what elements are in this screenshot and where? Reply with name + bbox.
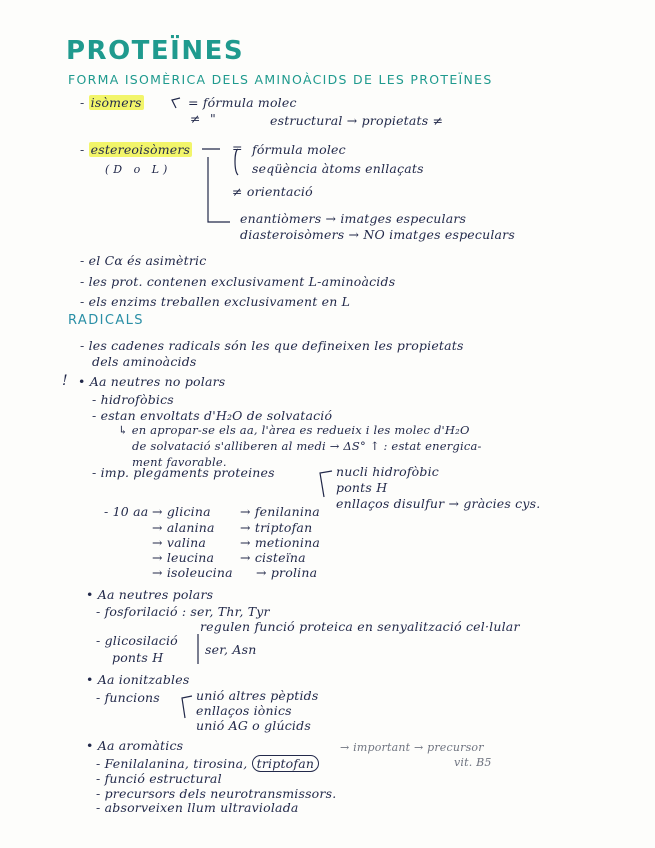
page-title: PROTEÏNES	[66, 36, 245, 66]
aa-right-4: → cisteïna	[240, 550, 306, 565]
isomers-equal: = fórmula molec	[188, 95, 297, 110]
stereo-line1: fórmula molec	[252, 142, 346, 157]
aa-right-1: → fenilanina	[240, 504, 320, 519]
apolar-l1: - hidrofòbics	[92, 392, 174, 407]
polar-l3: - glicosilació	[96, 633, 178, 648]
side-mark: !	[62, 373, 68, 389]
apolar-b3: enllaços disulfur → gràcies cys.	[336, 496, 541, 511]
apolar-heading: • Aa neutres no polars	[78, 374, 226, 389]
isomers-label: isòmers	[90, 95, 142, 110]
fact-2: - les prot. contenen exclusivament L-aminoàcids	[80, 274, 396, 289]
aa-left-5: → isoleucina	[152, 565, 233, 580]
aromatic-l1	[96, 756, 319, 771]
page-subtitle: FORMA ISOMÈRICA DELS AMINOÀCIDS DE LES PROTEÏNES	[68, 72, 493, 87]
stereo-dl: (D o L)	[105, 163, 172, 176]
fact-1: - el Cα és asimètric	[80, 253, 207, 268]
isomers-brace-icon	[168, 96, 182, 110]
ionic-lead: - funcions	[96, 690, 160, 705]
ionic-b3: unió AG o glúcids	[196, 718, 311, 733]
apolar-l4: de solvatació s'alliberen al medi → ΔS° ↑ : estat energica-	[132, 439, 482, 453]
stereo-line5: diasteroisòmers → NO imatges especulars	[240, 227, 515, 242]
bullet: -	[80, 95, 85, 110]
isomers-neq-sign: ≠	[190, 111, 201, 126]
stereo-line	[80, 142, 192, 157]
apolar-brace-icon	[314, 467, 334, 501]
apolar-b2: ponts H	[336, 480, 388, 495]
aa-left-1: → glicina	[152, 504, 211, 519]
isomers-ditto: "	[210, 111, 216, 126]
radicals-heading: RADICALS	[68, 313, 144, 328]
aa-left-2: → alanina	[152, 520, 215, 535]
aromatic-l2: - funció estructural	[96, 771, 222, 786]
aa-right-3: → metionina	[240, 535, 320, 550]
aa-right-2: → triptofan	[240, 520, 313, 535]
polar-l4: ponts H	[112, 650, 164, 665]
apolar-l2: - estan envoltats d'H₂O de solvatació	[92, 408, 333, 423]
ionic-brace-icon	[176, 692, 194, 722]
polar-l2: regulen funció proteica en senyalització cel·lular	[200, 619, 520, 634]
aa-left-3: → valina	[152, 535, 207, 550]
aa-lead: - 10 aa	[104, 504, 149, 519]
aa-right-5: → prolina	[256, 565, 318, 580]
aromatic-l3: - precursors dels neurotransmissors.	[96, 786, 337, 801]
bullet: -	[80, 142, 85, 157]
polar-bracket-icon	[196, 632, 202, 666]
radicals-intro-2: dels aminoàcids	[92, 354, 197, 369]
ionic-b2: enllaços iònics	[196, 703, 292, 718]
apolar-l5: ment favorable.	[132, 455, 227, 469]
isomers-line	[80, 95, 144, 110]
stereo-line3: ≠ orientació	[232, 184, 313, 199]
stereo-line2: seqüència àtoms enllaçats	[252, 161, 424, 176]
apolar-l3: ↳ en apropar-se els aa, l'àrea es redueix i les molec d'H₂O	[118, 423, 470, 437]
aromatic-note-1: → important → precursor	[340, 741, 484, 754]
apolar-l6: - imp. plegaments proteines	[92, 465, 275, 480]
ionic-b1: unió altres pèptids	[196, 688, 319, 703]
aromatic-l1a: - Fenilalanina, tirosina,	[96, 756, 248, 771]
polar-heading: • Aa neutres polars	[86, 587, 214, 602]
aa-left-4: → leucina	[152, 550, 215, 565]
apolar-b1: nucli hidrofòbic	[336, 464, 439, 479]
aromatic-heading: • Aa aromàtics	[86, 738, 184, 753]
polar-l1: - fosforilació : ser, Thr, Tyr	[96, 604, 270, 619]
stereo-equal: =	[232, 140, 243, 155]
ionic-heading: • Aa ionitzables	[86, 672, 190, 687]
aromatic-l4: - absorveixen llum ultraviolada	[96, 800, 299, 815]
aromatic-l1b: triptofan	[252, 755, 319, 772]
polar-l5: ser, Asn	[205, 642, 257, 657]
stereo-label: estereoisòmers	[90, 142, 191, 157]
isomers-neq-line: estructural → propietats ≠	[270, 113, 444, 128]
radicals-intro-1: - les cadenes radicals són les que defineixen les propietats	[80, 338, 464, 353]
stereo-line4: enantiòmers → imatges especulars	[240, 211, 467, 226]
fact-3: - els enzims treballen exclusivament en L	[80, 294, 351, 309]
aromatic-note-2: vit. B5	[454, 756, 492, 769]
